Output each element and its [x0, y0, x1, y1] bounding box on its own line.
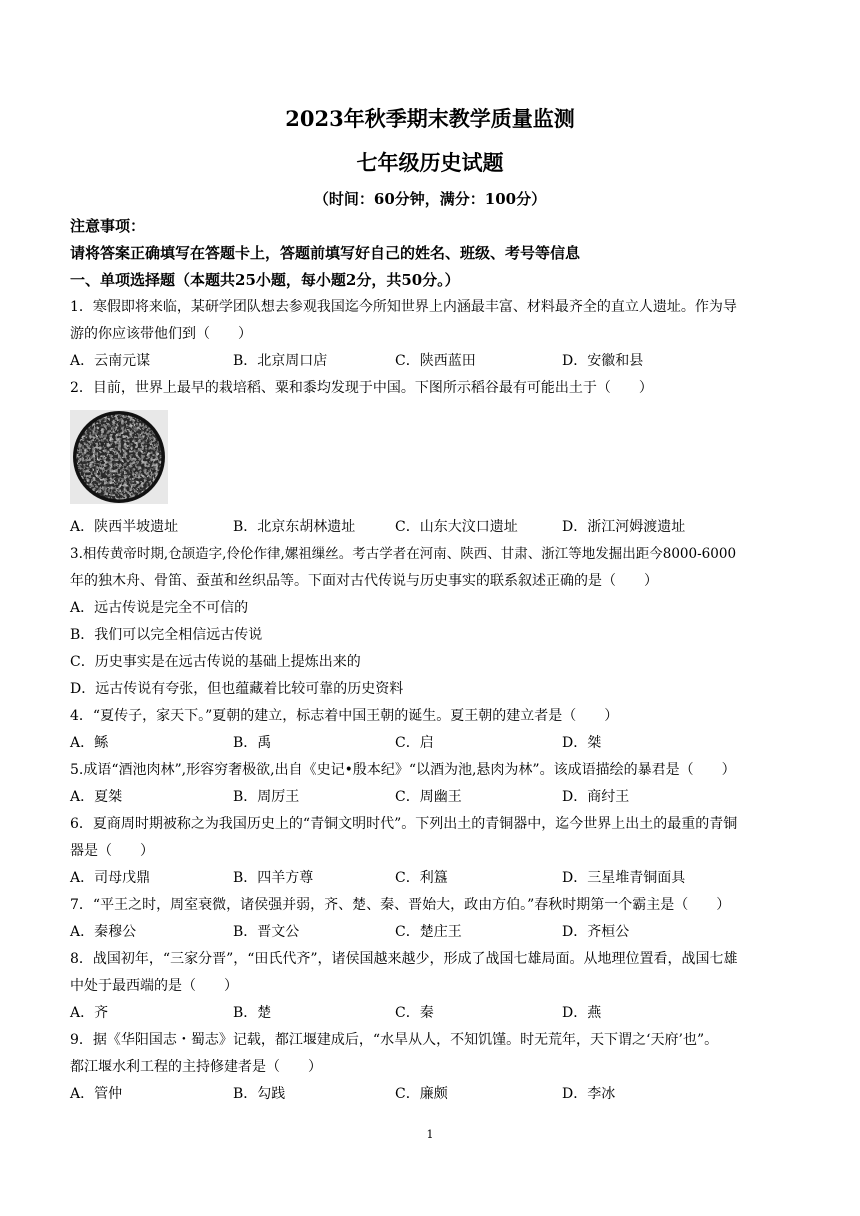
option-a[interactable]: A．齐 — [70, 1005, 109, 1021]
option-c[interactable]: C．楚庄王 — [395, 924, 462, 940]
option-c[interactable]: C．利簋 — [395, 870, 448, 886]
option-c[interactable]: C．周幽王 — [395, 789, 462, 805]
option-d[interactable]: D．齐桓公 — [562, 924, 630, 940]
question-9-line-2: 都江堰水利工程的主持修建者是（ ） — [70, 1059, 322, 1075]
question-3-option-a[interactable]: A．远古传说是完全不可信的 — [70, 600, 249, 616]
question-9-options — [70, 1084, 800, 1104]
option-c[interactable]: C．廉颇 — [395, 1086, 448, 1102]
exam-meta: （时间：60分钟，满分：100分） — [313, 190, 547, 208]
question-4-line-1: 4．“夏传子，家天下。”夏朝的建立，标志着中国王朝的诞生。夏王朝的建立者是（ ） — [70, 708, 619, 724]
option-a[interactable]: A．陕西半坡遗址 — [70, 519, 179, 535]
option-d[interactable]: D．燕 — [562, 1005, 602, 1021]
option-a[interactable]: A．司母戊鼎 — [70, 870, 151, 886]
question-2-options — [70, 517, 800, 537]
question-8-line-1: 8．战国初年，“三家分晋”，“田氏代齐”，诸侯国越来越少，形成了战国七雄局面。从地理位置看，战国七雄 — [70, 951, 738, 967]
option-b[interactable]: B．禹 — [233, 735, 272, 751]
exam-subtitle: 七年级历史试题 — [356, 150, 504, 175]
option-a[interactable]: A．秦穆公 — [70, 924, 137, 940]
option-d[interactable]: D．安徽和县 — [562, 353, 644, 369]
option-c[interactable]: C．启 — [395, 735, 434, 751]
question-3-option-c[interactable]: C．历史事实是在远古传说的基础上提炼出来的 — [70, 654, 361, 670]
option-d[interactable]: D．三星堆青铜面具 — [562, 870, 686, 886]
question-1-line-2: 游的你应该带他们到（ ） — [70, 326, 252, 342]
option-b[interactable]: B．北京周口店 — [233, 353, 328, 369]
question-1-options — [70, 351, 800, 371]
question-3-line-2: 年的独木舟、骨笛、蚕茧和丝织品等。下面对古代传说与历史事实的联系叙述正确的是（ ） — [70, 573, 658, 589]
notice-heading: 注意事项： — [70, 217, 146, 235]
question-9-line-1: 9．据《华阳国志・蜀志》记载，都江堰建成后，“水旱从人，不知饥馑。时无荒年，天下谓之‘天府’也”。 — [70, 1032, 719, 1048]
option-d[interactable]: D．李冰 — [562, 1086, 616, 1102]
question-3-option-b[interactable]: B．我们可以完全相信远古传说 — [70, 627, 263, 643]
option-d[interactable]: D．桀 — [562, 735, 602, 751]
question-6-line-1: 6．夏商周时期被称之为我国历史上的“青铜文明时代”。下列出土的青铜器中，迄今世界上出土的最重的青铜 — [70, 816, 738, 832]
exam-title: 2023年秋季期末教学质量监测 — [285, 106, 575, 131]
question-8-options — [70, 1003, 800, 1023]
option-b[interactable]: B．周厉王 — [233, 789, 300, 805]
page-number: 1 — [426, 1128, 434, 1141]
question-1-line-1: 1．寒假即将来临，某研学团队想去参观我国迄今所知世界上内涵最丰富、材料最齐全的直立人遗址。作为导 — [70, 299, 737, 315]
question-5-line-1: 5.成语“酒池肉林”,形容穷奢极欲,出自《史记•殷本纪》“以酒为池,悬肉为林”。该成语描绘的暴君是（ ） — [70, 762, 736, 778]
option-b[interactable]: B．勾践 — [233, 1086, 286, 1102]
question-3-line-1: 3.相传黄帝时期,仓颉造字,伶伦作律,嫘祖缫丝。考古学者在河南、陕西、甘肃、浙江等地发掘出距今8000-6000 — [70, 546, 737, 562]
option-a[interactable]: A．夏桀 — [70, 789, 123, 805]
notice-text: 请将答案正确填写在答题卡上，答题前填写好自己的姓名、班级、考号等信息 — [70, 244, 581, 262]
option-b[interactable]: B．四羊方尊 — [233, 870, 314, 886]
option-d[interactable]: D．商纣王 — [562, 789, 630, 805]
option-a[interactable]: A．管仲 — [70, 1086, 123, 1102]
option-c[interactable]: C．秦 — [395, 1005, 434, 1021]
question-6-options — [70, 868, 800, 888]
question-5-options — [70, 787, 800, 807]
question-2-line-1: 2．目前，世界上最早的栽培稻、粟和黍均发现于中国。下图所示稻谷最有可能出土于（ ） — [70, 380, 653, 396]
question-6-line-2: 器是（ ） — [70, 843, 154, 859]
rice-grain-image — [70, 410, 168, 504]
option-b[interactable]: B．楚 — [233, 1005, 272, 1021]
option-b[interactable]: B．北京东胡林遗址 — [233, 519, 356, 535]
question-3-option-d[interactable]: D．远古传说有夸张，但也蕴藏着比较可靠的历史资料 — [70, 681, 404, 697]
option-b[interactable]: B．晋文公 — [233, 924, 300, 940]
question-8-line-2: 中处于最西端的是（ ） — [70, 978, 238, 994]
option-a[interactable]: A．鲧 — [70, 735, 109, 751]
option-c[interactable]: C．陕西蓝田 — [395, 353, 476, 369]
option-c[interactable]: C．山东大汶口遗址 — [395, 519, 518, 535]
question-7-options — [70, 922, 800, 942]
section-heading: 一、单项选择题（本题共25小题，每小题2分，共50分。） — [70, 271, 460, 289]
option-d[interactable]: D．浙江河姆渡遗址 — [562, 519, 686, 535]
question-7-line-1: 7．“平王之时，周室衰微，诸侯强并弱，齐、楚、秦、晋始大，政由方伯。”春秋时期第一个霸主是（ ） — [70, 897, 731, 913]
option-a[interactable]: A．云南元谋 — [70, 353, 151, 369]
question-4-options — [70, 733, 800, 753]
